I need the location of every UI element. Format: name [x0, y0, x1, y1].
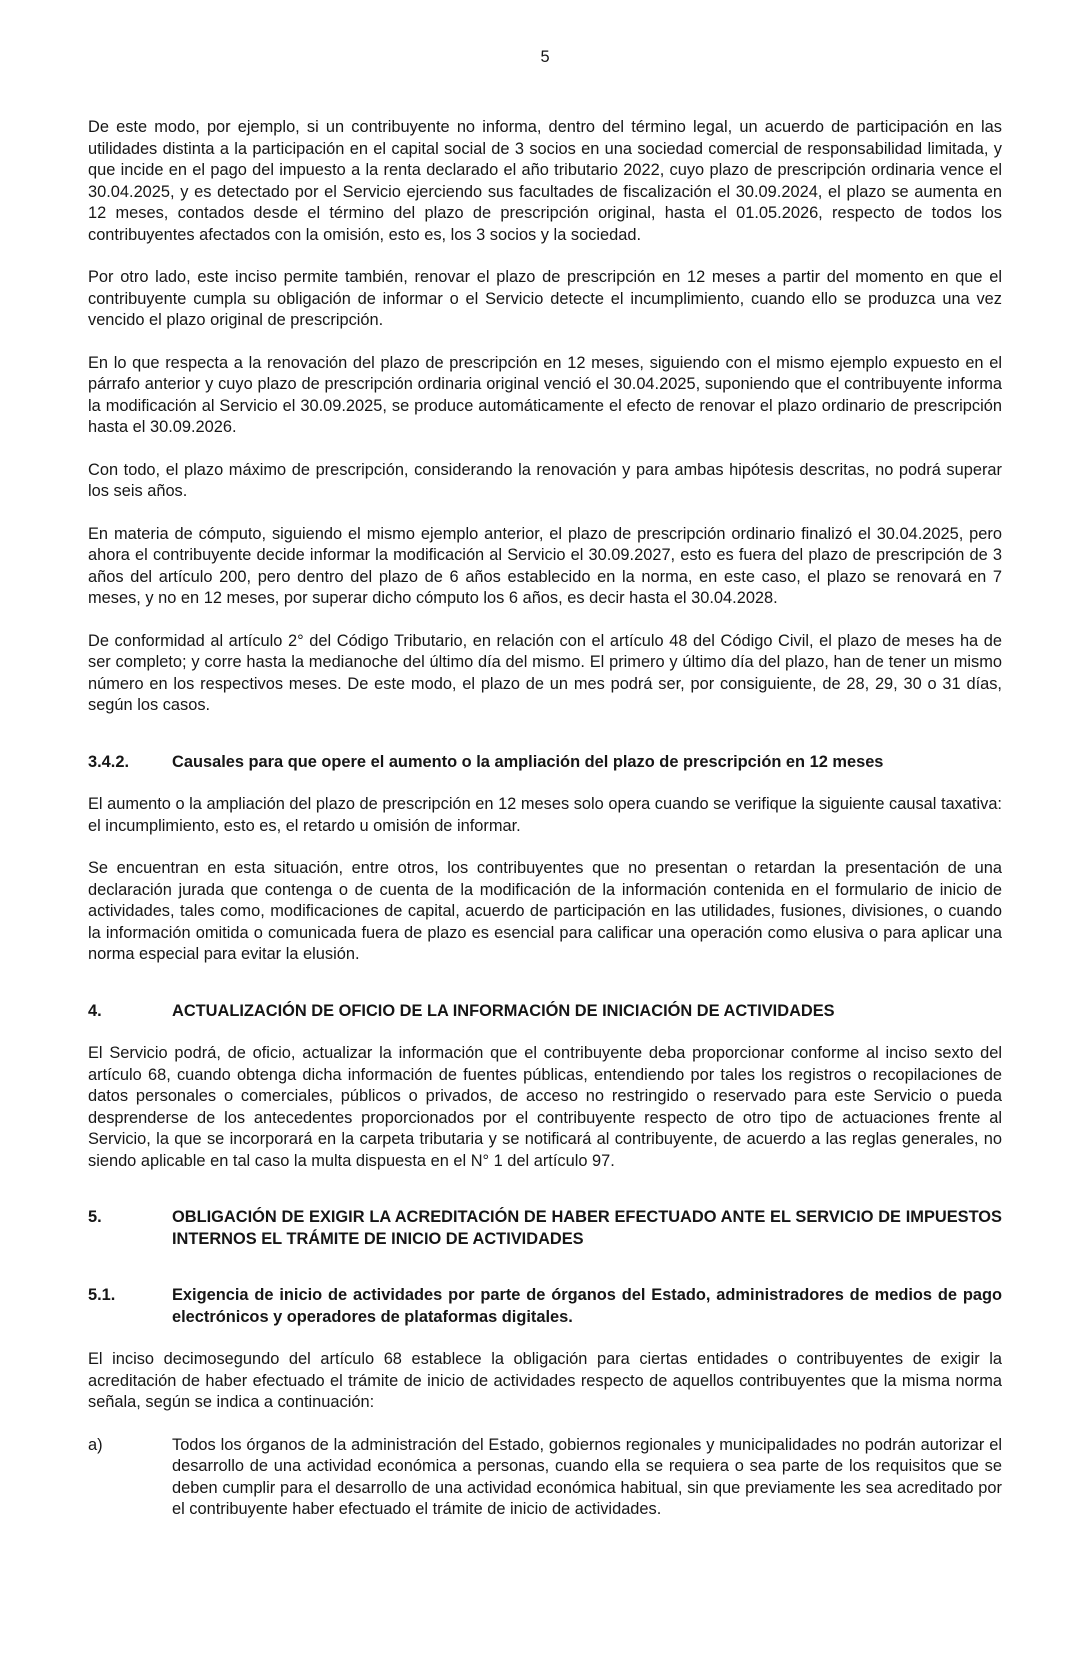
heading-number: 5.1.	[88, 1286, 116, 1304]
paragraph-renovacion-plazo: Por otro lado, este inciso permite también, renovar el plazo de prescripción en 12 meses a partir del momento en que el contribuyente cumpla su obligación de informar o el Servicio detecte el incumplimiento, cuando ello se produzca una vez vencido el plazo original de prescripción.	[88, 268, 1002, 329]
document-body	[88, 117, 1002, 1521]
list-item-text: Todos los órganos de la administración del Estado, gobiernos regionales y municipalidades no podrán autorizar el desarrollo de una actividad económica a personas, cuando ella se requiera o sea parte de los requisitos que se deben cumplir para el desarrollo de una actividad económica habitual, sin que previamente les sea acreditado por el contribuyente haber efectuado el trámite de inicio de actividades.	[172, 1435, 1002, 1518]
paragraph-codigo-tributario: De conformidad al artículo 2° del Código Tributario, en relación con el artículo 48 del Código Civil, el plazo de meses ha de ser completo; y corre hasta la medianoche del último día del mismo. El primero y último día del plazo, han de tener un mismo número en los respectivos meses. De este modo, el plazo de un mes podrá ser, por consiguiente, de 28, 29, 30 o 31 días, según los casos.	[88, 631, 1002, 714]
heading-number: 3.4.2.	[88, 752, 130, 771]
heading-5	[88, 1207, 1002, 1250]
paragraph-plazo-maximo: Con todo, el plazo máximo de prescripción, considerando la renovación y para ambas hipótesis descritas, no podrá superar los seis años.	[88, 460, 1002, 500]
heading-text: Exigencia de inicio de actividades por parte de órganos del Estado, administradores de medios de pago electrónicos y operadores de plataformas digitales.	[172, 1286, 1002, 1326]
paragraph-renovacion-ejemplo: En lo que respecta a la renovación del plazo de prescripción en 12 meses, siguiendo con el mismo ejemplo expuesto en el párrafo anterior y cuyo plazo de prescripción ordinaria original venció el 30.04.2025, suponiendo que el contribuyente informa la modificación al Servicio el 30.09.2025, se produce automáticamente el efecto de renovar el plazo ordinario de prescripción hasta el 30.09.2026.	[88, 353, 1002, 436]
heading-4	[88, 1001, 1002, 1023]
heading-text: OBLIGACIÓN DE EXIGIR LA ACREDITACIÓN DE HABER EFECTUADO ANTE EL SERVICIO DE IMPUESTOS INTERNOS EL TRÁMITE DE INICIO DE ACTIVIDADES	[172, 1208, 1002, 1248]
paragraph-materia-computo: En materia de cómputo, siguiendo el mismo ejemplo anterior, el plazo de prescripción ordinario finalizó el 30.04.2025, pero ahora el contribuyente decide informar la modificación al Servicio el 30.09.2027, esto es fuera del plazo de prescripción de 3 años del artículo 200, pero dentro del plazo de 6 años establecido en la norma, en este caso, el plazo se renovará en 7 meses, y no en 12 meses, por superar dicho cómputo los 6 años, es decir hasta el 30.04.2028.	[88, 524, 1002, 607]
paragraph-example-omission: De este modo, por ejemplo, si un contribuyente no informa, dentro del término legal, un acuerdo de participación en las utilidades distinta a la participación en el capital social de 3 socios en una sociedad comercial de responsabilidad limitada, y que incide en el pago del impuesto a la renta declarado el año tributario 2022, cuyo plazo de prescripción ordinaria vence el 30.04.2025, y es detectado por el Servicio ejerciendo sus facultades de fiscalización el 30.09.2024, el plazo se aumenta en 12 meses, contados desde el término del plazo de prescripción original, hasta el 01.05.2026, respecto de todos los contribuyentes afectados con la omisión, esto es, los 3 socios y la sociedad.	[88, 118, 1002, 244]
heading-text: Causales para que opere el aumento o la ampliación del plazo de prescripción en 12 meses	[172, 752, 884, 771]
paragraph-causal-taxativa: El aumento o la ampliación del plazo de prescripción en 12 meses solo opera cuando se verifique la siguiente causal taxativa: el incumplimiento, esto es, el retardo u omisión de informar.	[88, 795, 1002, 835]
list-marker: a)	[88, 1435, 103, 1454]
heading-5-1	[88, 1285, 1002, 1328]
list-item-a	[88, 1435, 1002, 1521]
paragraph-actualizacion-oficio: El Servicio podrá, de oficio, actualizar la información que el contribuyente deba proporcionar conforme al inciso sexto del artículo 68, cuando obtenga dicha información de fuentes públicas, entendiendo por tales los registros o recopilaciones de datos personales o comerciales, públicos o privados, de acceso no restringido o reservado para este Servicio o pueda desprenderse de los antecedentes proporcionados por el contribuyente respecto de otro tipo de actuaciones frente al Servicio, la que se incorporará en la carpeta tributaria y se notificará al contribuyente, de acuerdo a las reglas generales, no siendo aplicable en tal caso la multa dispuesta en el N° 1 del artículo 97.	[88, 1044, 1002, 1170]
heading-text: ACTUALIZACIÓN DE OFICIO DE LA INFORMACIÓN DE INICIACIÓN DE ACTIVIDADES	[172, 1001, 835, 1020]
heading-3-4-2	[88, 752, 1002, 774]
heading-number: 5.	[88, 1208, 102, 1226]
heading-number: 4.	[88, 1001, 102, 1020]
paragraph-inciso-decimosegundo: El inciso decimosegundo del artículo 68 establece la obligación para ciertas entidades o contribuyentes de exigir la acreditación de haber efectuado el trámite de inicio de actividades respecto de aquellos contribuyentes que la misma norma señala, según se indica a continuación:	[88, 1350, 1002, 1411]
page-number: 5	[540, 48, 550, 66]
paragraph-situacion-contribuyentes: Se encuentran en esta situación, entre otros, los contribuyentes que no presentan o retardan la presentación de una declaración jurada que contenga o de cuenta de la modificación de la información contenida en el formulario de inicio de actividades, tales como, modificaciones de capital, acuerdo de participación en las utilidades, fusiones, divisiones, o cuando la información omitida o comunicada fuera de plazo es esencial para calificar una operación como elusiva o para aplicar una norma especial para evitar la elusión.	[88, 859, 1002, 963]
